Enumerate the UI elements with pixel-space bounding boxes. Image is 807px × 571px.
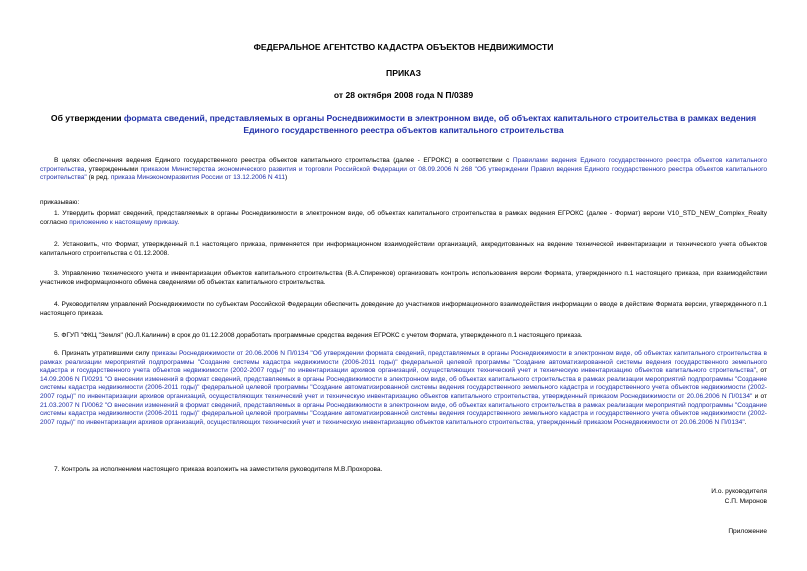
p6-text-4: . (744, 418, 747, 426)
title-prefix: Об утверждении (50, 113, 124, 123)
paragraph-4 (40, 301, 767, 318)
intro-text-2: , утвержденными (84, 165, 141, 173)
order-268-link[interactable]: приказом Министерства экономического развития и торговли Российской Федерации от 08.09.2006 N 268 "Об утверждении Правил ведения Единого государственного реестра объектов капитального строительства" (40, 165, 767, 182)
appendix-link[interactable]: приложению к настоящему приказу (69, 218, 178, 226)
intro-text-4: ) (285, 174, 288, 182)
p1-text-1: 1. Утвердить формат сведений, представляемых в органы Роснедвижимости в электронном виде, об объектах капитального строительства в рамках ведения ЕГРОКС (далее - Формат) версии V10_STD_NEW_Complex_Realty согласно (40, 210, 767, 226)
p6-text-2: , от (755, 367, 767, 375)
intro-text-1: В целях обеспечения ведения Единого государственного реестра объектов капитального строительства (далее - ЕГРОКС) в соответствии с (54, 157, 513, 164)
signatory-name: С.П. Миронов (724, 498, 767, 505)
p7-text: 7. Контроль за исполнением настоящего приказа возложить на заместителя руководителя М.В.Прохорова. (54, 466, 383, 473)
paragraph-1 (40, 210, 767, 227)
appendix-label: Приложение (728, 528, 767, 535)
paragraph-3 (40, 270, 767, 287)
intro-text-3: (в ред. (86, 174, 111, 182)
document-title (40, 113, 767, 136)
order-411-link[interactable]: приказа Минэкономразвития России от 13.12.2006 N 411 (110, 174, 286, 182)
order-date-number: от 28 октября 2008 года N П/0389 (333, 90, 474, 100)
p6-text-1: 6. Признать утратившими силу (54, 350, 152, 357)
rules-link[interactable]: Правилами ведения Единого государственного реестра объектов капитального строительства (40, 157, 767, 173)
paragraph-7 (40, 466, 767, 475)
p6-text-3: и от (752, 392, 767, 400)
paragraph-2 (40, 241, 767, 258)
signatory-position: И.о. руководителя (711, 488, 767, 495)
order-p0134-link[interactable]: приказы Роснедвижимости от 20.06.2006 N П/0134 "Об утверждении формата сведений, представляемых в органы Роснедвижимости в электронном виде, об объектах капитального строительства в рамках реализации мероприятий подпрограммы "Создание системы кадастра недвижимости (2006-2011 годы)" федеральной целевой программы "Создание автоматизированной системы ведения государственного земельного кадастра и государственного учета объектов недвижимости (2002-2007 годы)" по инвентаризации архивов организаций, осуществляющих технический учет и техническую инвентаризацию объектов капитального строительства" (40, 350, 767, 375)
p1-text-2: . (177, 218, 180, 226)
title-link[interactable]: формата сведений, представляемых в органы Роснедвижимости в электронном виде, об объектах капитального строительства в рамках ведения Единого государственного реестра объектов капитального строительства (123, 113, 757, 135)
intro-paragraph (40, 157, 767, 183)
paragraph-5 (40, 332, 767, 341)
order-word-text: приказываю: (40, 199, 80, 206)
order-type: ПРИКАЗ (386, 68, 421, 78)
order-p0291-link[interactable]: 14.09.2006 N П/0291 "О внесении изменений в формат сведений, представляемых в органы Роснедвижимости в электронном виде, об объектах капитального строительства в рамках реализации мероприятий подпрограммы "Создание системы кадастра недвижимости (2006-2011 годы)" федеральной целевой программы "Создание автоматизированной системы ведения государственного земельного кадастра и государственного учета объектов недвижимости (2002-2007 годы)" по инвентаризации архивов организаций, осуществляющих технический учет и техническую инвентаризацию объектов капитального строительства, утвержденный приказом Роснедвижимости от 20.06.2006 N П/0134" (40, 375, 767, 400)
p2-text: 2. Установить, что Формат, утвержденный п.1 настоящего приказа, применяется при информационном взаимодействии организаций, аккредитованных на ведение технической инвентаризации и технического учета объектов капитального строительства с 01.12.2008. (40, 241, 767, 257)
agency-name: ФЕДЕРАЛЬНОЕ АГЕНТСТВО КАДАСТРА ОБЪЕКТОВ НЕДВИЖИМОСТИ (253, 42, 554, 52)
p5-text: 5. ФГУП "ФКЦ "Земля" (Ю.Л.Калинин) в срок до 01.12.2008 доработать программные средства ведения ЕГРОКС с учетом Формата, утвержденного п.1 настоящего приказа. (54, 332, 583, 339)
order-p0062-link[interactable]: 21.03.2007 N П/0062 "О внесении изменений в формат сведений, представляемых в органы Роснедвижимости в электронном виде, об объектах капитального строительства в рамках реализации мероприятий подпрограммы "Создание системы кадастра недвижимости (2006-2011 годы)" федеральной целевой программы "Создание автоматизированной системы ведения государственного земельного кадастра и государственного учета объектов недвижимости (2002-2007 годы)" по инвентаризации архивов организаций, осуществляющих технический учет и техническую инвентаризацию объектов капитального строительства, утвержденный приказом Роснедвижимости от 20.06.2006 N П/0134" (40, 401, 767, 426)
order-word (40, 199, 767, 208)
p3-text: 3. Управлению технического учета и инвентаризации объектов капитального строительства (В.А.Спиренков) организовать контроль использования версии Формата, утвержденного п.1 настоящего приказа, при взаимодействии участников информационного обмена сведениями об объектах капитального строительства. (40, 270, 767, 286)
paragraph-6 (40, 350, 767, 427)
p4-text: 4. Руководителям управлений Роснедвижимости по субъектам Российской Федерации обеспечить доведение до участников информационного взаимодействия информации о вводе в действие Формата версии, утвержденного п.1 настоящего приказа. (40, 301, 767, 317)
